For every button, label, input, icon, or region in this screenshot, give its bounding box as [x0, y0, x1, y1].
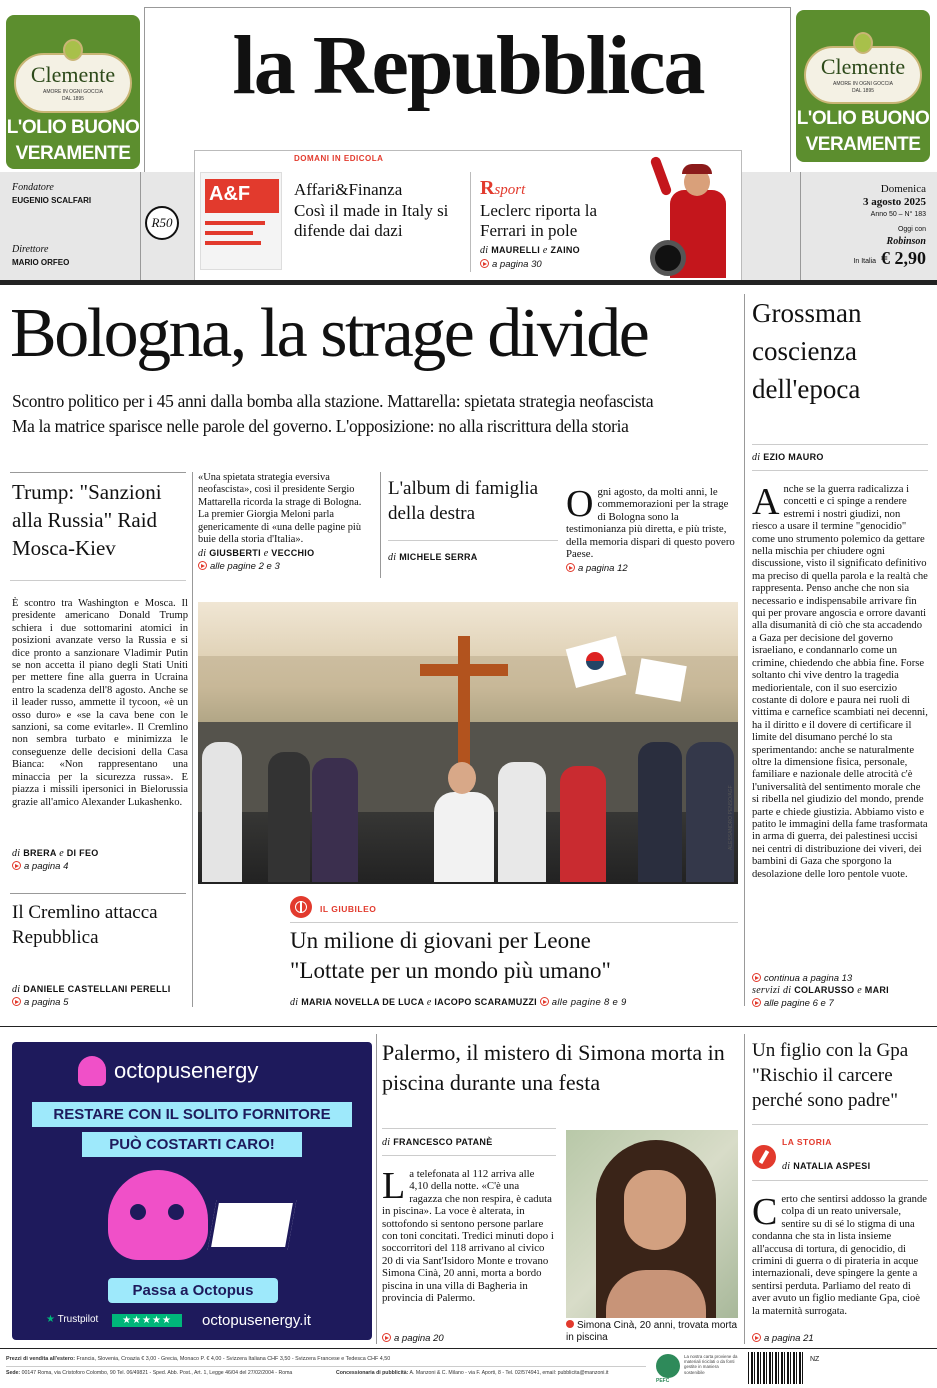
arrow-icon: [540, 997, 549, 1006]
date: 3 agosto 2025: [863, 196, 926, 208]
cremlino-page[interactable]: a pagina 5: [12, 996, 68, 1008]
af-title[interactable]: Affari&Finanza: [294, 180, 403, 199]
lead-pages[interactable]: alle pagine 2 e 3: [198, 560, 280, 572]
date-day: Domenica: [880, 183, 926, 195]
flag-icon: [635, 658, 687, 701]
clemente-brand: Clemente: [30, 62, 116, 87]
clemente-tag: AMORE IN OGNI GOCCIA: [42, 89, 103, 95]
clemente-olive-icon: [63, 39, 83, 61]
giubileo-title-1[interactable]: Un milione di giovani per Leone: [290, 928, 591, 953]
rsport-r: R: [480, 177, 495, 199]
octopus-ad[interactable]: [12, 1042, 372, 1340]
grossman-byline: di EZIO MAURO: [752, 452, 824, 463]
clemente-olive-icon: [853, 32, 873, 54]
issue-number: Anno 50 – N° 183: [870, 211, 926, 218]
arrow-icon: [566, 563, 575, 572]
clemente-brand: Clemente: [820, 54, 906, 79]
domani-label: DOMANI IN EDICOLA: [294, 154, 384, 163]
trump-title[interactable]: Trump: "Sanzioni alla Russia" Raid Mosca-Kiev: [12, 480, 162, 560]
clemente-line1: L'OLIO BUONO: [796, 108, 930, 129]
giubileo-label: IL GIUBILEO: [320, 904, 377, 914]
pen-icon: [752, 1145, 776, 1169]
dropcap: L: [382, 1165, 406, 1207]
album-body: Ogni agosto, da molti anni, le commemorazioni per la strage di Bologna sono la testimonianza più diretta, e più triste, della memoria dispari di questo povero Paese.: [566, 483, 735, 561]
cremlino-title[interactable]: Il Cremlino attacca Repubblica: [12, 902, 158, 948]
arrow-icon: [480, 259, 489, 268]
lead-deck-2: Ma la matrice sparisce nelle parole del governo. L'opposizione: no alla riscrittura della storia: [12, 416, 629, 436]
footer-prezzi: Prezzi di vendita all'estero: Francia, Slovenia, Croazia € 3,00 - Grecia, Monaco P. € 4,00 - Svizzera Italiana CHF 3,50 - Svizzera Francese e Tedesca CHF 4,50: [6, 1356, 391, 1362]
gpa-label: LA STORIA: [782, 1137, 832, 1147]
barcode: [748, 1352, 804, 1384]
gpa-byline: di NATALIA ASPESI: [782, 1161, 871, 1172]
pefc-label: PEFC: [656, 1378, 670, 1384]
footer-concessionaria: Concessionaria di pubblicità: A. Manzoni & C. Milano - via F. Aporti, 8 - Tel. 02/574941, email: pubblicita@manzoni.it: [336, 1370, 609, 1376]
oggi-con: Oggi con: [897, 226, 926, 233]
trump-byline: di BRERA e DI FEO: [12, 848, 99, 859]
giubileo-byline: di MARIA NOVELLA DE LUCA e IACOPO SCARAMUZZI alle pagine 8 e 9: [290, 997, 627, 1008]
trump-body: È scontro tra Washington e Mosca. Il presidente americano Donald Trump schiera i due sottomarini atomici in posizioni avanzate verso la Russia e si dice pronto a sanzionare Vladimir Putin se non accetta il piano degli Stati Uniti per mettere fine alla guerra in Ucraina entro la scadenza dell'8 agosto. Anche se il leader russo, ammette il tycoon, «è un osso duro» e «se la cava bene con le sanzioni, sa come evitarle». Il Cremlino non sembra turbato e minimizza le conseguenze delle decisioni della Casa Bianca: «Non rappresentano una minaccia per la sicurezza russa». E piazza i missili ipersonici in Bielorussia grazie all'amico Alexander Lukashenko.: [12, 598, 188, 808]
clemente-line2: VERAMENTE: [15, 143, 131, 164]
giubileo-photo: [198, 602, 738, 884]
director-label: Direttore: [12, 244, 49, 255]
octopus-logo-icon: [78, 1056, 106, 1086]
lead-deck-1: Scontro politico per i 45 anni dalla bomba alla stazione. Mattarella: spietata strategia neofascista: [12, 391, 654, 411]
af-logo: [200, 172, 282, 270]
arrow-icon: [382, 1333, 391, 1342]
globe-icon: [290, 896, 312, 918]
trump-page[interactable]: a pagina 4: [12, 860, 68, 872]
lead-quote: «Una spietata strategia eversiva neofascista», così il presidente Sergio Mattarella ricorda la strage di Bologna. La premier Giorgia Meloni parla genericamente di «una delle pagine più buie della storia d'Italia».: [198, 472, 362, 546]
grossman-continua[interactable]: continua a pagina 13: [752, 972, 852, 984]
leclerc-photo: [650, 150, 742, 278]
octopus-headline-1: RESTARE CON IL SOLITO FORNITORE: [32, 1102, 352, 1127]
in-italia: In Italia: [853, 258, 876, 265]
album-title[interactable]: L'album di famiglia della destra: [388, 478, 539, 524]
pefc-logo-icon: [656, 1354, 680, 1378]
director-name: MARIO ORFEO: [12, 258, 70, 267]
arrow-icon: [198, 561, 207, 570]
grossman-title[interactable]: Grossman coscienza dell'epoca: [752, 298, 862, 404]
price: € 2,90: [881, 248, 926, 268]
palermo-title[interactable]: Palermo, il mistero di Simona morta in piscina durante una festa: [382, 1040, 725, 1095]
simona-caption: Simona Cinà, 20 anni, trovata morta in piscina: [566, 1320, 738, 1343]
laptop-icon: [208, 1200, 297, 1250]
af-logo-text: A&F: [209, 183, 251, 205]
lead-byline: di GIUSBERTI e VECCHIO: [198, 548, 315, 559]
dropcap: C: [752, 1191, 778, 1233]
photo-credit: ALESSANDRO PENSO/AGF: [728, 785, 734, 850]
octopus-cta[interactable]: Passa a Octopus: [108, 1278, 278, 1303]
gpa-title[interactable]: Un figlio con la Gpa "Rischio il carcere perché sono padre": [752, 1040, 909, 1111]
rsport-page[interactable]: a pagina 30: [480, 258, 542, 270]
rating-stars: ★★★★★: [112, 1314, 182, 1327]
arrow-icon: [752, 1333, 761, 1342]
grossman-servizi: servizi di COLARUSSO e MARI: [752, 985, 889, 996]
palermo-byline: di FRANCESCO PATANÈ: [382, 1137, 493, 1148]
footer-nz: NZ: [810, 1356, 820, 1363]
album-byline: di MICHELE SERRA: [388, 552, 478, 563]
clemente-since: DAL 1895: [61, 96, 85, 102]
clemente-tag: AMORE IN OGNI GOCCIA: [832, 81, 893, 87]
clemente-line2: VERAMENTE: [805, 134, 921, 155]
trustpilot: ★ Trustpilot: [46, 1314, 99, 1325]
founder-name: EUGENIO SCALFARI: [12, 196, 92, 205]
oggi-supplement: Robinson: [886, 236, 926, 247]
grossman-body: Anche se la guerra radicalizza i concetti e ci spinge a rendere estremi i nostri giudizi, non riesco a usare il termine "genocidio" come uno strumento polemico da gettare nella mischia per chiudere ogni discussione, visto il significato definitivo ma preciso di quella parola e la realtà che rappresenta. Penso anche che non sia necessario e indispensabile arrivare fin qui per provare angoscia e orrore davanti alla disumanità di ciò che sta accadendo a Gaza per decisione del governo israeliano, e condannarlo come un crimine, chiedendo che abbia fine. Forse soltanto chi vive dentro la tragedia mediorientale, con il suo esercizio costante di dolore e paura nei ruoli di vittima e carnefice scambiati nei decenni, ha il diritto e il dovere di certificare il limite del disumano perché lo sta sperimentando: anche se naturalmente oltre la dimensione fisica, personale, familiare e nazionale delle atrocità c'è l'universalità del sentimento morale che si ribella nel giudizio del mondo, prende parte e chiede giustizia. Abbiamo visto e patito le immagini della fame trasformata in arma di guerra, dei palestinesi uccisi nei centri di distribuzione dei viveri, dei bambini di Gaza che sporgono la desolazione delle loro pentole vuote.: [752, 481, 928, 880]
grossman-pages[interactable]: alle pagine 6 e 7: [752, 997, 834, 1009]
clemente-since: DAL 1895: [851, 88, 875, 94]
gpa-body: Certo che sentirsi addosso la grande colpa di un reato universale, sentire su di sé lo stigma di una condanna che sta in lista insieme all'accusa di tortura, di genocidio, di crimini di guerra o di pirateria in acque internazionali, deve spingere la gente a sentirsi perduta. Parliamo del reato di aver avuto un figlio mediante Gpa, cioè la maternità surrogata.: [752, 1191, 927, 1317]
clemente-ad-left[interactable]: [6, 15, 140, 169]
octopus-url[interactable]: octopusenergy.it: [202, 1312, 311, 1329]
r50-badge: R50: [145, 206, 179, 240]
dropcap: A: [752, 481, 780, 523]
octopus-brand: octopusenergy: [114, 1058, 259, 1083]
af-text[interactable]: Così il made in Italy si difende dai dazi: [294, 201, 449, 240]
gpa-page[interactable]: a pagina 21: [752, 1332, 814, 1344]
rsport-byline: di MAURELLI e ZAINO: [480, 245, 580, 256]
cremlino-byline: di DANIELE CASTELLANI PERELLI: [12, 984, 171, 995]
lead-headline[interactable]: Bologna, la strage divide: [10, 295, 648, 372]
palermo-page[interactable]: a pagina 20: [382, 1332, 444, 1344]
clemente-ad-right[interactable]: [796, 10, 930, 162]
arrow-icon: [12, 997, 21, 1006]
rsport-word: sport: [494, 182, 526, 198]
octopus-mascot-icon: [108, 1170, 208, 1260]
album-page[interactable]: a pagina 12: [566, 562, 628, 574]
arrow-icon: [12, 861, 21, 870]
simona-photo: [566, 1130, 738, 1318]
pefc-text: La nostra carta proviene da materiali riciclati o da fonti gestite in maniera sostenibile: [684, 1354, 738, 1375]
giubileo-pages[interactable]: alle pagine 8 e 9: [540, 997, 627, 1008]
footer-sede: Sede: 00147 Roma, via Cristoforo Colombo, 90 Tel. 06/49821 - Sped. Abb. Post., Art. 1, Legge 46/04 del 27/02/2004 - Roma: [6, 1370, 293, 1376]
rsport-text[interactable]: Leclerc riporta la Ferrari in pole: [480, 201, 598, 240]
giubileo-title-2[interactable]: "Lottate per un mondo più umano": [290, 958, 611, 983]
arrow-icon: [752, 973, 761, 982]
octopus-headline-2: PUÒ COSTARTI CARO!: [82, 1132, 302, 1157]
dropcap: O: [566, 483, 594, 525]
arrow-icon: [752, 998, 761, 1007]
founder-label: Fondatore: [12, 182, 54, 193]
rsport-logo: [480, 177, 525, 200]
masthead-title[interactable]: la Repubblica: [232, 19, 704, 112]
clemente-line1: L'OLIO BUONO: [6, 117, 140, 138]
palermo-body: La telefonata al 112 arriva alle 4,10 della notte. «C'è una ragazza che non respira, è caduta in piscina». La voce è alterata, in sottofondo si sentono persone parlare con toni concitati. Tredici minuti dopo i soccorritori del 118 arrivano al civico 20 di via Sant'Isidoro Monte e trovano Simona Cinà, 20 anni, morta a bordo piscina in una villa di Bagheria in provincia di Palermo.: [382, 1165, 554, 1305]
